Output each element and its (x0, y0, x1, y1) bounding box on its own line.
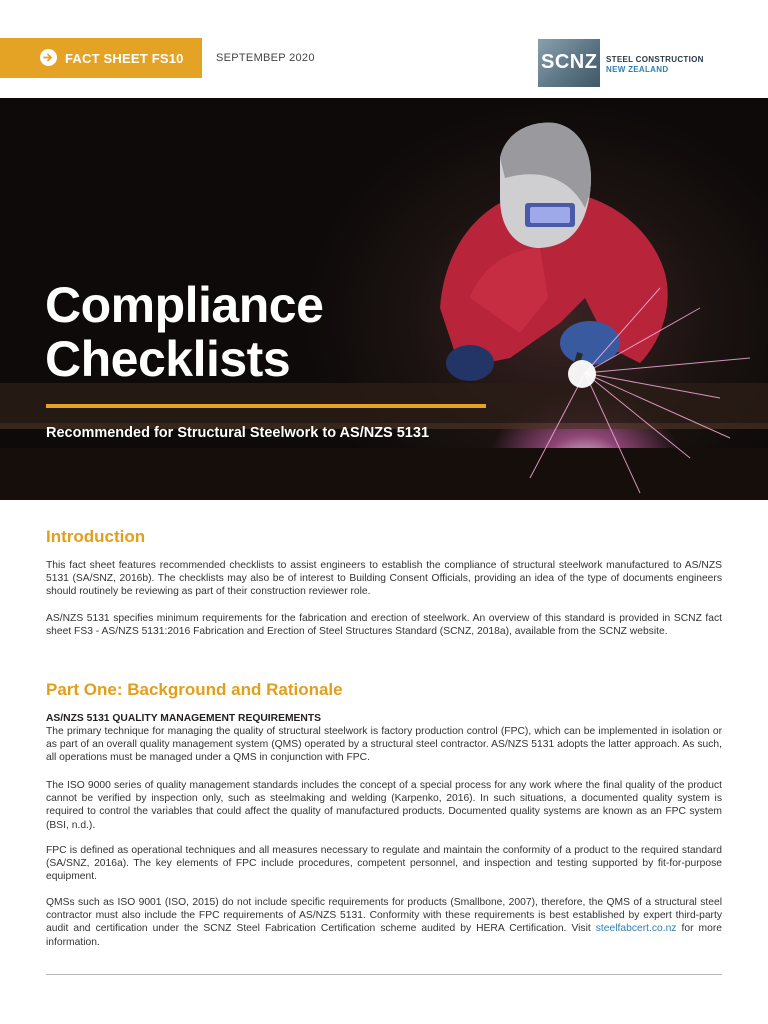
page-subtitle: Recommended for Structural Steelwork to AS/NZS 5131 (46, 425, 430, 441)
intro-paragraph-2: AS/NZS 5131 specifies minimum requirements for the fabrication and erection of steelwork. An overview of this standard is provided in SCNZ fact sheet FS3 - AS/NZS 5131:2016 Fabrication and Erection of Steel Structures Standard (SCNZ, 2018a), available from the SCNZ website. (46, 613, 722, 638)
fact-sheet-tab (0, 38, 202, 78)
part-one-paragraph-4 (46, 896, 722, 949)
fact-sheet-label: FACT SHEET FS10 (65, 50, 184, 66)
steelfabcert-link[interactable]: steelfabcert.co.nz (595, 923, 677, 935)
part-one-paragraph-3: FPC is defined as operational techniques and all measures necessary to regulate and maintain the conformity of a product to the required standard (SA/SNZ, 2016a). The key elements of FPC include procedures, competent personnel, and inspection and testing supported by fit-for-purpose equipment. (46, 845, 722, 883)
part-one-paragraph-1: The primary technique for managing the quality of structural steelwork is factory production control (FPC), which can be implemented in isolation or as part of an overall quality management system (QMS) operated by a structural steel contractor. AS/NZS 5131 adopts the latter approach. As such, all operations must be managed under a QMS in conjunction with FPC. (46, 726, 722, 764)
para4-text-start: QMSs such as ISO 9001 (ISO, 2015) do not include specific requirements for products (Smallbone, 2007), therefore, the QMS of a structural steel contractor must also include the FPC requirements of AS/NZS 5131. Conformity with these requirements is best established by expert third-party audit and certification under the SCNZ Steel Fabrication Certification scheme audited by HERA Certification. Visit (46, 897, 722, 935)
publication-date: SEPTEMBEP 2020 (216, 52, 315, 64)
footer-divider (46, 974, 722, 975)
scnz-logo-mark (538, 39, 600, 87)
para4-text-end: for more information. (46, 923, 722, 948)
scnz-logo (538, 39, 718, 87)
qms-subheading: AS/NZS 5131 QUALITY MANAGEMENT REQUIREMENTS (46, 713, 321, 724)
logo-text-line2: NEW ZEALAND (606, 65, 669, 74)
header-bar (0, 0, 768, 98)
arrow-right-icon (40, 49, 57, 66)
part-one-heading: Part One: Background and Rationale (46, 680, 343, 699)
title-divider (46, 404, 486, 408)
intro-paragraph-1: This fact sheet features recommended checklists to assist engineers to establish the compliance of structural steelwork manufactured to AS/NZS 5131 (SA/SNZ, 2016b). The checklists may also be of interest to Building Consent Officials, providing an idea of the type of documents engineers should routinely be reviewing as part of their construction reviewer role. (46, 560, 722, 598)
introduction-heading: Introduction (46, 527, 146, 546)
hero-banner (0, 98, 768, 500)
part-one-paragraph-2: The ISO 9000 series of quality management standards includes the concept of a special process for any work where the final quality of the product cannot be verified by inspection only, such as steelmaking and welding (Karpenko, 2016). In such situations, a documented quality system is required to control the variables that could affect the quality of manufactured products. Documented quality systems are known as an FPC system (BSI, n.d.). (46, 780, 722, 831)
title-line-2: Checklists (45, 331, 291, 387)
logo-mark-text: SCNZ (541, 51, 598, 73)
logo-text-line1: STEEL CONSTRUCTION (606, 55, 704, 64)
page-title (45, 278, 323, 386)
title-line-1: Compliance (45, 277, 324, 333)
